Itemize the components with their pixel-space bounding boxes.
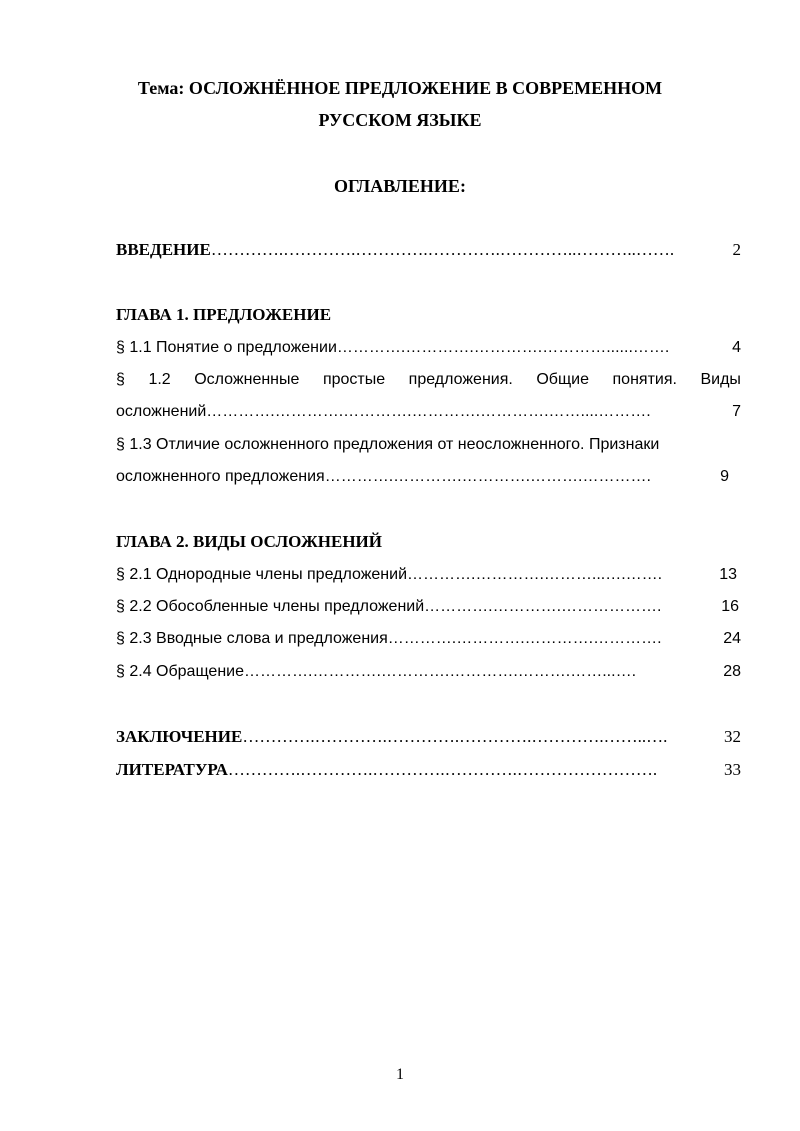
toc-leader: ………….………….………….………….…………..………..……. [210, 240, 675, 259]
toc-word: Виды [700, 371, 741, 388]
page-number: 1 [396, 1066, 404, 1083]
toc-entry-1-3-line1[interactable]: § 1.3 Отличие осложненного предложения от неосложненного. Признаки [116, 436, 660, 453]
toc-leader: ………….………….………….………….……………………. [227, 760, 658, 779]
toc-page: 28 [723, 663, 741, 680]
toc-page: 13 [719, 566, 737, 583]
toc-entry-intro[interactable] [116, 240, 741, 260]
toc-leader: ………….………….………….……….…………. [324, 468, 651, 485]
toc-page: 7 [732, 403, 741, 420]
toc-label: осложнений [116, 403, 207, 420]
toc-leader: ………….………….………….………….………….……..…. [242, 727, 668, 746]
toc-label: § 2.4 Обращение [116, 663, 244, 680]
toc-word: Осложненные [194, 371, 300, 388]
toc-leader: ………….………….………...….……. [407, 566, 663, 583]
topic-title-line1: Тема: ОСЛОЖНЁННОЕ ПРЕДЛОЖЕНИЕ В СОВРЕМЕННОМ [137, 78, 663, 98]
toc-leader: ………….………….………………. [424, 598, 662, 615]
toc-page: 2 [732, 240, 741, 259]
toc-entry-1-2-line1[interactable] [116, 370, 741, 390]
chapter-1-heading: ГЛАВА 1. ПРЕДЛОЖЕНИЕ [116, 305, 332, 324]
toc-word: § [116, 371, 125, 388]
toc-page: 32 [724, 727, 741, 746]
toc-label: § 1.1 Понятие о предложении [116, 339, 337, 356]
toc-label: § 2.1 Однородные члены предложений [116, 566, 407, 583]
toc-word: Общие [536, 371, 589, 388]
toc-page: 16 [721, 598, 739, 615]
toc-label: ЗАКЛЮЧЕНИЕ [116, 727, 243, 746]
chapter-2-heading: ГЛАВА 2. ВИДЫ ОСЛОЖНЕНИЙ [116, 532, 382, 551]
toc-leader: ………….………….………….…………. [387, 630, 662, 647]
toc-leader: ………….………….………….………….……….……...…. [244, 663, 637, 680]
toc-heading: ОГЛАВЛЕНИЕ: [334, 176, 466, 196]
toc-entry-2-3[interactable] [116, 629, 741, 649]
toc-label: ВВЕДЕНИЕ [116, 240, 211, 259]
toc-leader: ………….………….………….…………......……. [336, 339, 670, 356]
toc-word: предложения. [408, 371, 513, 388]
toc-label: осложненного предложения [116, 468, 325, 485]
toc-entry-2-2[interactable] [116, 597, 739, 617]
toc-label: § 2.2 Обособленные члены предложений [116, 598, 425, 615]
toc-page: 4 [732, 339, 741, 356]
toc-leader: ………….………….………….………….………….……....………. [206, 403, 651, 420]
toc-page: 33 [724, 760, 741, 779]
toc-entry-1-3-line2[interactable] [116, 467, 729, 487]
topic-title-line2: РУССКОМ ЯЗЫКЕ [318, 110, 482, 130]
toc-entry-literature[interactable] [116, 760, 741, 780]
toc-entry-2-1[interactable] [116, 565, 737, 585]
toc-label: § 2.3 Вводные слова и предложения [116, 630, 388, 647]
toc-word: понятия. [612, 371, 677, 388]
toc-entry-conclusion[interactable] [116, 727, 741, 747]
toc-entry-1-2-line2[interactable] [116, 402, 741, 422]
toc-label: ЛИТЕРАТУРА [116, 760, 228, 779]
toc-page: 9 [720, 468, 729, 485]
toc-entry-2-4[interactable] [116, 662, 741, 682]
toc-entry-1-1[interactable] [116, 338, 741, 358]
toc-page: 24 [723, 630, 741, 647]
toc-word: 1.2 [148, 371, 171, 388]
toc-word: простые [322, 371, 386, 388]
